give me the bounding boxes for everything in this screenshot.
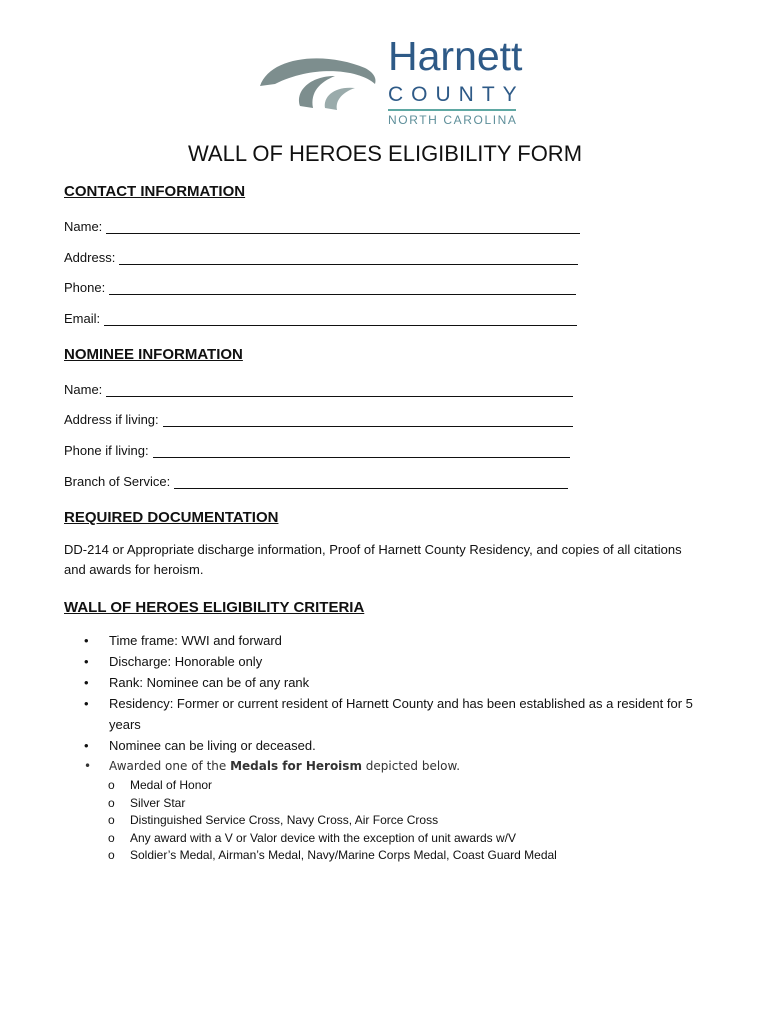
logo-state-text: NORTH CAROLINA [388, 113, 518, 127]
field-label: Name: [64, 219, 103, 234]
field-label: Address if living: [64, 412, 159, 427]
field-label: Phone if living: [64, 443, 149, 458]
field-label: Email: [64, 311, 101, 326]
criteria-item-time-frame: • Time frame: WWI and forward [84, 630, 704, 651]
field-label: Name: [64, 382, 103, 397]
harnett-county-logo [255, 32, 525, 128]
criteria-item-residency: • Residency: Former or current resident of Harnett County and has been established as a resident for 5 years [84, 693, 704, 735]
field-line[interactable] [106, 382, 573, 397]
field-line[interactable] [153, 443, 570, 458]
contact-email-field[interactable] [64, 308, 577, 326]
nominee-phone-field[interactable] [64, 440, 570, 458]
field-line[interactable] [174, 474, 568, 489]
documentation-text: DD-214 or Appropriate discharge information, Proof of Harnett County Residency, and copies of all citations and awards for heroism. [64, 542, 682, 577]
nominee-heading: NOMINEE INFORMATION [64, 346, 243, 363]
documentation-heading: REQUIRED DOCUMENTATION [64, 509, 279, 526]
medal-item: o Medal of Honor [84, 777, 704, 795]
awards-bold: Medals for Heroism [230, 759, 362, 773]
field-line[interactable] [106, 219, 580, 234]
criteria-item-awards [84, 756, 704, 777]
criteria-item-rank: • Rank: Nominee can be of any rank [84, 672, 704, 693]
contact-name-field[interactable] [64, 216, 580, 234]
medal-item: o Silver Star [84, 795, 704, 813]
field-line[interactable] [163, 412, 573, 427]
criteria-list [84, 630, 704, 865]
criteria-heading: WALL OF HEROES ELIGIBILITY CRITERIA [64, 599, 365, 616]
medal-item: o Soldier’s Medal, Airman’s Medal, Navy/Marine Corps Medal, Coast Guard Medal [84, 847, 704, 865]
medal-item: o Any award with a V or Valor device with the exception of unit awards w/V [84, 830, 704, 848]
awards-prefix: Awarded one of the [109, 759, 231, 773]
field-line[interactable] [109, 280, 576, 295]
awards-suffix: depicted below. [361, 759, 461, 773]
logo-divider [388, 109, 516, 111]
field-label: Address: [64, 250, 116, 265]
contact-heading: CONTACT INFORMATION [64, 183, 246, 200]
logo-swoosh-icon [255, 46, 385, 116]
nominee-name-field[interactable] [64, 379, 573, 397]
contact-address-field[interactable] [64, 247, 578, 265]
contact-phone-field[interactable] [64, 277, 576, 295]
field-label: Branch of Service: [64, 474, 171, 489]
logo-harnett-text: Harnett [388, 33, 523, 79]
medal-item: o Distinguished Service Cross, Navy Cross, Air Force Cross [84, 812, 704, 830]
criteria-item-discharge: • Discharge: Honorable only [84, 651, 704, 672]
nominee-address-field[interactable] [64, 409, 573, 427]
nominee-branch-field[interactable] [64, 471, 568, 489]
criteria-item-living: • Nominee can be living or deceased. [84, 735, 704, 756]
logo-county-text: COUNTY [388, 83, 525, 106]
form-title: WALL OF HEROES ELIGIBILITY FORM [187, 141, 583, 166]
field-line[interactable] [104, 311, 577, 326]
field-line[interactable] [119, 250, 578, 265]
field-label: Phone: [64, 280, 106, 295]
